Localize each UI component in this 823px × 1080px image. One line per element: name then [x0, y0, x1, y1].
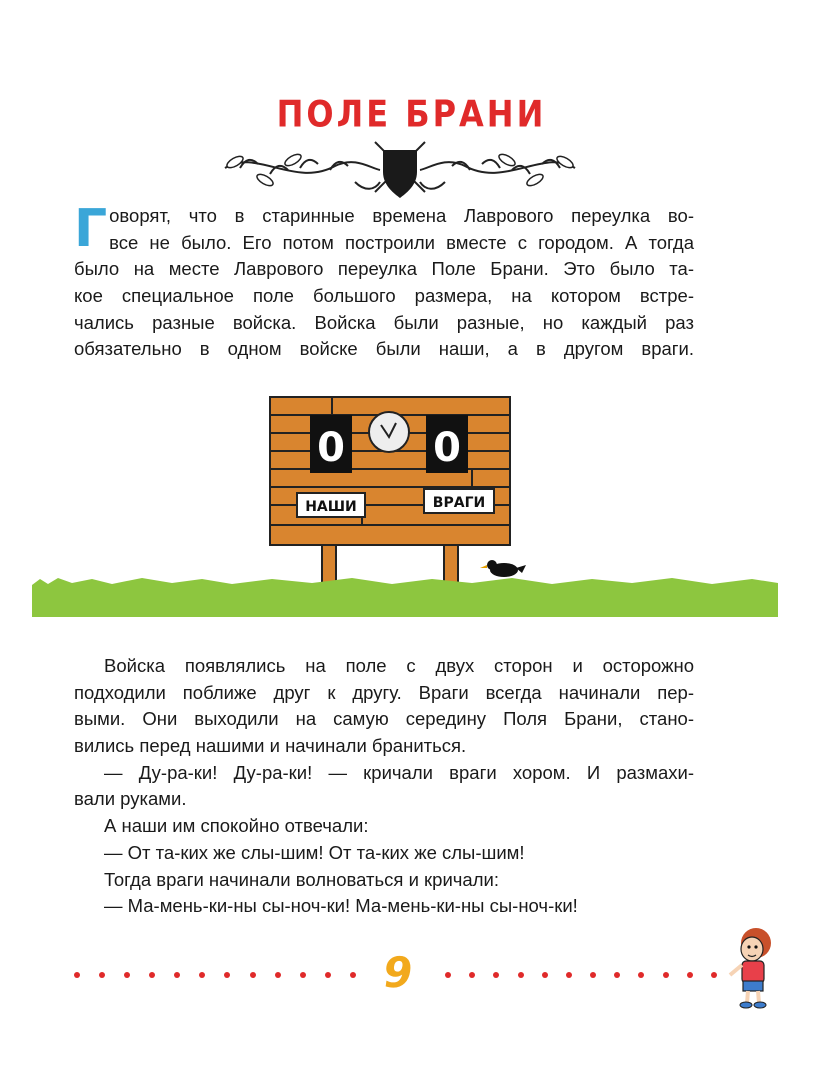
drop-cap: Г: [74, 199, 108, 259]
footer-dots-right: [445, 965, 717, 985]
crow-illustration: [480, 560, 526, 577]
intro-line: обязательно в одном войске были наши, а в другом враги.: [74, 338, 694, 360]
story-line: — От та-ких же слы-шим! От та-ких же слы-шим!: [104, 841, 525, 863]
story-paragraph: [74, 653, 694, 920]
label-left: НАШИ: [305, 499, 357, 515]
story-line: вились перед нашими и начинали браниться.: [74, 735, 467, 757]
boy-illustration: [722, 925, 784, 1010]
story-line: Тогда враги начинали волноваться и кричали:: [104, 868, 499, 890]
story-line: — Ма-мень-ки-ны сы-ноч-ки! Ма-мень-ки-ны сы-ноч-ки!: [104, 895, 578, 917]
intro-line: чались разные войска. Войска были разные, но каждый раз: [74, 311, 694, 333]
intro-paragraph: [74, 199, 694, 363]
story-line: Войска появлялись на поле с двух сторон и осторожно: [104, 655, 694, 676]
page-title: ПОЛЕ БРАНИ: [276, 92, 547, 136]
intro-line: все не было. Его потом построили вместе с городом. А тогда: [109, 231, 694, 253]
label-right: ВРАГИ: [432, 495, 486, 511]
story-line: — Ду-ра-ки! Ду-ра-ки! — кричали враги хором. И размахи-: [104, 761, 694, 783]
footer-dots-left: [74, 965, 356, 985]
page-number: 9: [379, 948, 417, 997]
story-line: выми. Они выходили на самую середину Поля Брани, стано-: [74, 708, 694, 730]
intro-line: было на месте Лаврового переулка Поле Брани. Это было та-: [74, 258, 694, 280]
intro-line: оворят, что в старинные времена Лаврового переулка во-: [109, 205, 694, 226]
score-right: 0: [433, 425, 461, 471]
scoreboard-illustration: [32, 385, 782, 625]
intro-line: кое специальное поле большого размера, на котором встре-: [74, 285, 694, 307]
score-left: 0: [317, 425, 345, 471]
story-line: вали руками.: [74, 788, 187, 810]
story-line: А наши им спокойно отвечали:: [104, 815, 369, 837]
ornament-shield-swords-icon: [215, 138, 585, 200]
story-line: подходили поближе друг к другу. Враги всегда начинали пер-: [74, 681, 694, 703]
